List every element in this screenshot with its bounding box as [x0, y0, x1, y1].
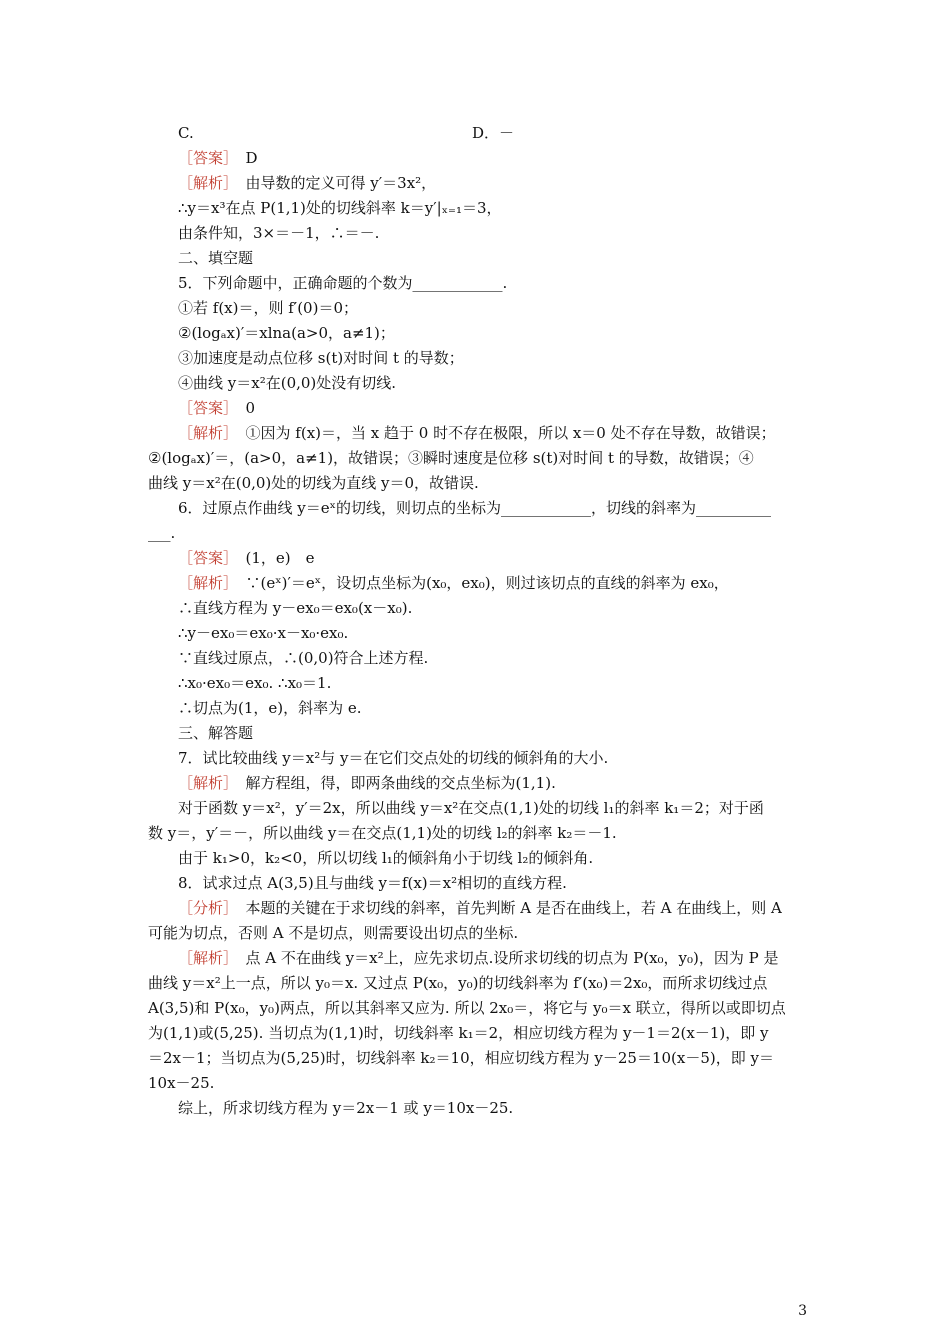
text-line: ＝2x－1；当切点为(5,25)时，切线斜率 k₂＝10，相应切线方程为 y－25＝10(x－5)，即 y＝ [148, 1049, 774, 1067]
text-line: 对于函数 y＝x²，y′＝2x，所以曲线 y＝x²在交点(1,1)处的切线 l₁的斜率 k₁＝2；对于函 [178, 799, 764, 817]
question-5: 5．下列命题中，正确命题的个数为____________. [178, 274, 508, 292]
text-line: ∴y－ex₀＝ex₀·x－x₀·ex₀. [178, 624, 349, 642]
text-line: 曲线 y＝x²在(0,0)处的切线为直线 y＝0，故错误. [148, 474, 479, 492]
answer-line: ［答案］ (1，e) e [178, 549, 315, 567]
text-line: ①若 f(x)＝，则 f′(0)＝0； [178, 299, 359, 317]
text-line: ∵直线过原点，∴(0,0)符合上述方程. [178, 649, 429, 667]
analysis-line: ［分析］ 本题的关键在于求切线的斜率，首先判断 A 是否在曲线上，若 A 在曲线上，则 A [178, 899, 782, 917]
analysis-line: ［解析］ ∵(eˣ)′＝eˣ，设切点坐标为(x₀，ex₀)，则过该切点的直线的斜率为 ex₀， [178, 574, 729, 592]
text-line: ③加速度是动点位移 s(t)对时间 t 的导数； [178, 349, 464, 367]
section-heading: 二、填空题 [178, 249, 254, 267]
analysis-line: ［解析］ ①因为 f(x)＝，当 x 趋于 0 时不存在极限，所以 x＝0 处不存在导数，故错误； [178, 424, 776, 442]
choice-d: D．－ [472, 124, 515, 142]
text-line: ∴x₀·ex₀＝ex₀. ∴x₀＝1. [178, 674, 332, 692]
text-line: 为(1,1)或(5,25). 当切点为(1,1)时，切线斜率 k₁＝2，相应切线方程为 y－1＝2(x－1)，即 y [148, 1024, 769, 1042]
page-number: 3 [798, 1303, 807, 1319]
question-7: 7．试比较曲线 y＝x²与 y＝在它们交点处的切线的倾斜角的大小. [178, 749, 609, 767]
answer-line: ［答案］ D [178, 149, 258, 167]
text-line: ∴切点为(1，e)，斜率为 e. [178, 699, 362, 717]
text-line: ∴直线方程为 y－ex₀＝ex₀(x－x₀). [178, 599, 413, 617]
answer-line: ［答案］ 0 [178, 399, 256, 417]
analysis-line: ［解析］ 点 A 不在曲线 y＝x²上，应先求切点.设所求切线的切点为 P(x₀，y₀)，因为 P 是 [178, 949, 779, 967]
text-line: ②(logₐx)′＝，(a>0，a≠1)，故错误；③瞬时速度是位移 s(t)对时间 t 的导数，故错误；④ [148, 449, 754, 467]
question-6: 6．过原点作曲线 y＝eˣ的切线，则切点的坐标为____________，切线的斜率为__________ [178, 499, 772, 517]
analysis-line: ［解析］ 解方程组，得，即两条曲线的交点坐标为(1,1). [178, 774, 556, 792]
analysis-line: ［解析］ 由导数的定义可得 y′＝3x²， [178, 174, 437, 192]
text-line: 由于 k₁>0，k₂<0，所以切线 l₁的倾斜角小于切线 l₂的倾斜角. [178, 849, 594, 867]
question-8: 8．试求过点 A(3,5)且与曲线 y＝f(x)＝x²相切的直线方程. [178, 874, 567, 892]
text-line: 数 y＝，y′＝－，所以曲线 y＝在交点(1,1)处的切线 l₂的斜率 k₂＝－1. [148, 824, 617, 842]
conclusion-line: 综上，所求切线方程为 y＝2x－1 或 y＝10x－25. [178, 1099, 514, 1117]
choice-c: C. [178, 124, 194, 142]
text-line: A(3,5)和 P(x₀，y₀)两点，所以其斜率又应为. 所以 2x₀＝，将它与 y₀＝x 联立，得所以或即切点 [148, 999, 786, 1017]
text-line: ②(logₐx)′＝xlna(a>0，a≠1)； [178, 324, 395, 342]
text-line: ___. [148, 524, 176, 542]
text-line: 由条件知，3×＝－1，∴＝－. [178, 224, 380, 242]
text-line: 可能为切点，否则 A 不是切点，则需要设出切点的坐标. [148, 924, 519, 942]
text-line: 曲线 y＝x²上一点，所以 y₀＝x. 又过点 P(x₀，y₀)的切线斜率为 f′(x₀)＝2x₀，而所求切线过点 [148, 974, 768, 992]
text-line: 10x－25. [148, 1074, 215, 1092]
text-line: ④曲线 y＝x²在(0,0)处没有切线. [178, 374, 397, 392]
section-heading: 三、解答题 [178, 724, 254, 742]
text-line: ∴y＝x³在点 P(1,1)处的切线斜率 k＝y′|ₓ₌₁＝3， [178, 199, 502, 217]
